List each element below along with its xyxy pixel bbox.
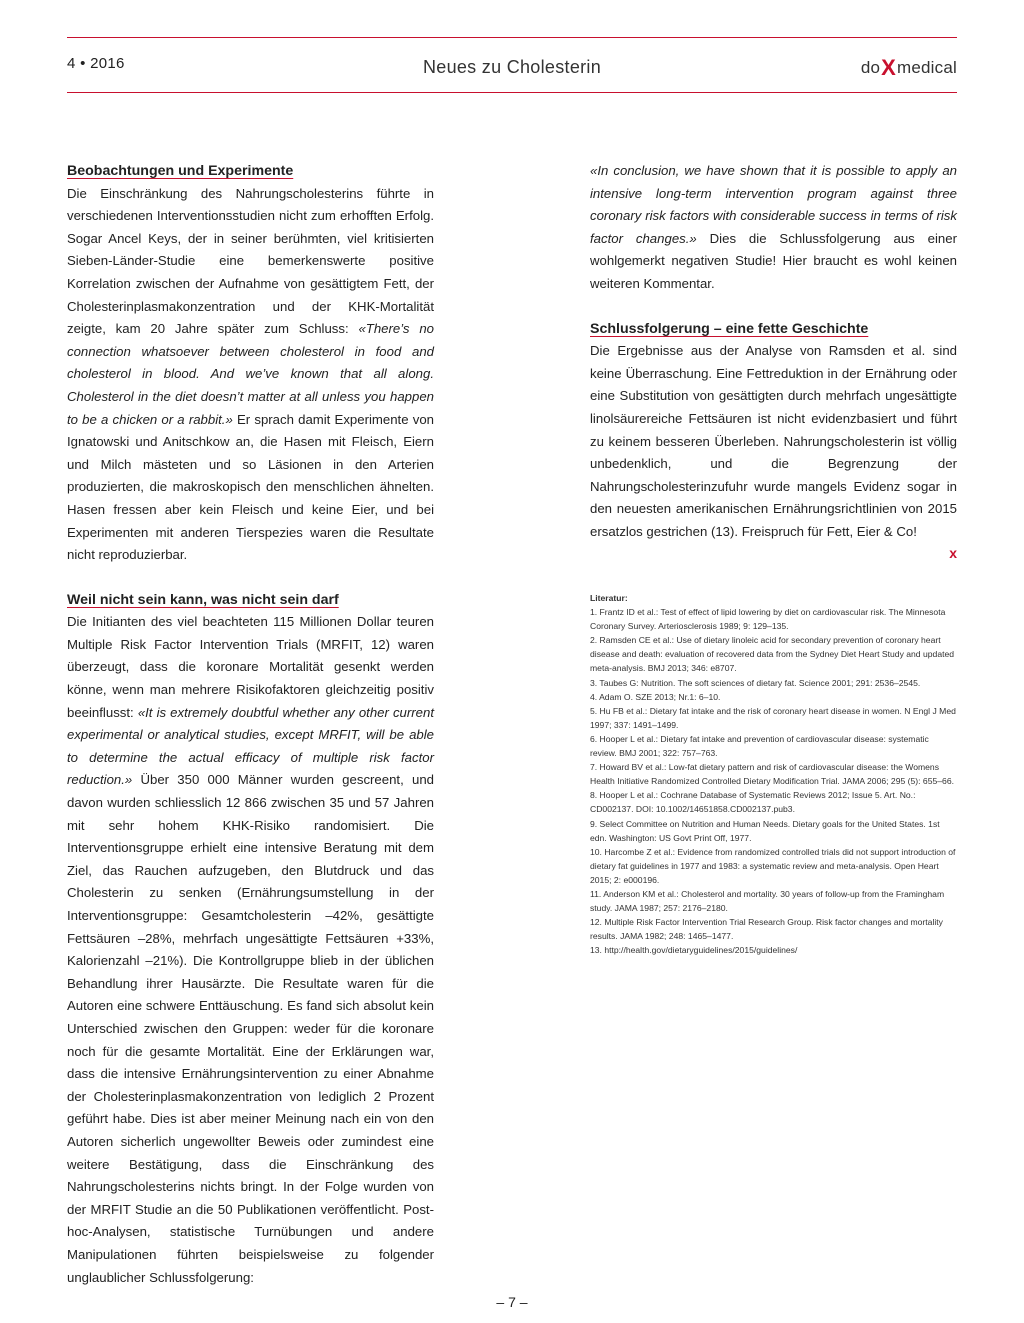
paragraph-mrfit <box>67 611 434 1289</box>
literature-ref: 11. Anderson KM et al.: Cholesterol and mortality. 30 years of follow-up from the Framingham study. JAMA 1987; 257: 2176–2180. <box>590 888 945 914</box>
literature-ref: 13. http://health.gov/dietaryguidelines/2015/guidelines/ <box>590 945 798 956</box>
section-heading-weil-nicht: Weil nicht sein kann, was nicht sein darf <box>67 591 339 608</box>
paragraph-beobachtungen <box>67 183 434 567</box>
literature-ref: 5. Hu FB et al.: Dietary fat intake and the risk of coronary heart disease in women. N Engl J Med 1997; 337: 1491–1499. <box>590 705 956 730</box>
literature-ref: 12. Multiple Risk Factor Intervention Trial Research Group. Risk factor changes and mortality results. JAMA 1982; 248: 1465–1477. <box>590 917 943 942</box>
quote-mrfit-conclusion: «In conclusion, we have shown that it is possible to apply an intensive long-term intervention program against three coronary risk factors with considerable success in terms of risk factor changes.» <box>590 163 957 246</box>
text-segment: Er sprach damit Experimente von Ignatowski und Anitschkow an, die Hasen mit Fleisch, Eiern und Milch mästeten und so Läsionen in den Arterien produzierten, die makroskopisch den menschlichen ähnelten. Hasen fressen aber kein Fleisch und keine Eier, und bei Experimenten mit anderen Tierspezies waren die Resultate nicht reproduzierbar. <box>67 411 434 563</box>
page-number: – 7 – <box>496 1294 528 1310</box>
paragraph-mrfit-conclusion <box>590 160 957 296</box>
section-heading-beobachtungen: Beobachtungen und Experimente <box>67 163 294 179</box>
literature-list <box>590 591 957 957</box>
quote-keys: «There’s no connection whatsoever between cholesterol in food and cholesterol in blood. And we’ve known that all along. Cholesterol in the diet doesn’t matter at all unless you happen to be a chicken or a rabbit.» <box>67 321 434 427</box>
literature-ref: 4. Adam O. SZE 2013; Nr.1: 6–10. <box>590 691 721 702</box>
logo-text-left: do <box>860 58 881 77</box>
literature-ref: 3. Taubes G: Nutrition. The soft sciences of dietary fat. Science 2001; 291: 2536–2545. <box>590 677 921 688</box>
article-end-mark: x <box>949 544 957 561</box>
section-heading-schlussfolgerung: Schlussfolgerung – eine fette Geschichte <box>590 320 869 337</box>
right-column <box>590 160 957 562</box>
literature-ref: 1. Frantz ID et al.: Test of effect of lipid lowering by diet on cardiovascular risk. The Minnesota Coronary Survey. Arteriosclerosis 1989; 9: 129–135. <box>590 607 946 632</box>
literature-ref: 10. Harcombe Z et al.: Evidence from randomized controlled trials did not support introduction of dietary fat guidelines in 1977 and 1983: a systematic review and meta-analysis. Open Heart 2015; 2: e000196. <box>590 846 956 885</box>
literature-ref: 6. Hooper L et al.: Dietary fat intake and prevention of cardiovascular disease: systematic review. BMJ 2001; 322: 757–763. <box>590 733 929 759</box>
header-bottom-rule <box>67 92 957 93</box>
text-segment: Über 350 000 Männer wurden gescreent, und davon wurden schliesslich 12 866 zwischen 35 und 57 Jahren mit sehr hohem KHK-Risiko randomisiert. Die Interventionsgruppe erhielt eine intensive Beratung mit dem Ziel, das Rauchen aufzugeben, den Blutdruck und das Cholesterin zu senken (Ernährungsumstellung in der Interventionsgruppe: Gesamtcholesterin –42%, gesättigte Fettsäuren –28%, mehrfach ungesättigte Fettsäuren +33%, Kalorienzahl –21%). Die Kontrollgruppe blieb in der üblichen Behandlung ihrer Hausärzte. Die Resultate waren für die Autoren eine schwere Enttäuschung. Es fand sich absolut kein Unterschied zwischen den Gruppen: weder für die koronare noch für die gesamte Mortalität. Eine der Erklärungen war, dass die intensive Ernährungsintervention zu einer Abnahme der Cholesterinplasmakonzentration von lediglich 2 Prozent geführt habe. Dies ist aber meiner Meinung nach ein von den Autoren sicherlich ungewollter Beweis oder zumindest eine weitere Bestätigung, dass die Einschränkung des Nahrungscholesterins nichts bringt. In der Folge wurden von der MRFIT Studie an die 50 Publikationen veröffentlicht. Post-hoc-Analysen, statistische Turnübungen und andere Manipulationen führten beispielsweise zu folgender unglaublicher Schlussfolgerung: <box>67 772 434 1285</box>
literature-heading: Literatur: <box>590 593 628 603</box>
issue-number: 4 • 2016 <box>67 55 125 72</box>
quote-mrfit: «It is extremely doubtful whether any other current experimental or analytical studies, except MRFIT, will be able to determine the actual efficacy of multiple risk factor reduction.» <box>67 704 435 788</box>
page-title: Neues zu Cholesterin <box>422 57 602 77</box>
paragraph-schlussfolgerung: Die Ergebnisse aus der Analyse von Ramsden et al. sind keine Überraschung. Eine Fettreduktion in der Ernährung oder eine Substitution von gesättigten durch mehrfach ungesättigte linolsäurereiche Fettsäuren ist nicht evidenzbasiert und führt zu keinem besseren Überleben. Nahrungscholesterin ist völlig unbedenklich, und die Begrenzung der Nahrungscholesterinzufuhr wurde mangels Evidenz sogar in den neuesten amerikanischen Ernährungsrichtlinien von 2015 ersatzlos gestrichen (13). Freispruch für Fett, Eier & Co! <box>590 343 957 539</box>
text-segment: Die Einschränkung des Nahrungscholesterins führte in verschiedenen Interventionsstudien nicht zum erhofften Erfolg. Sogar Ancel Keys, der in seiner berühmten, viel kritisierten Sieben-Länder-Studie eine bemerkenswerte positive Korrelation zwischen der Aufnahme von gesättigtem Fett, der Cholesterinplasmakonzentration und der KHK-Mortalität zeigte, kam 20 Jahre später zum Schluss: <box>67 185 434 337</box>
doxmedical-logo <box>861 53 957 79</box>
logo-text-right: medical <box>897 58 957 77</box>
literature-ref: 7. Howard BV et al.: Low-fat dietary pattern and risk of cardiovascular disease: the Womens Health Initiative Randomized Controlled Dietary Modification Trial. JAMA 2006; 295 (5): 655–66. <box>590 762 954 787</box>
literature-ref: 8. Hooper L et al.: Cochrane Database of Systematic Reviews 2012; Issue 5. Art. No.: CD002137. DOI: 10.1002/14651858.CD002137.pub3. <box>590 790 916 815</box>
text-segment: Dies die Schlussfolgerung aus einer wohlgemerkt negativen Studie! Hier braucht es wohl keinen weiteren Kommentar. <box>590 230 957 291</box>
literature-ref: 2. Ramsden CE et al.: Use of dietary linoleic acid for secondary prevention of coronary heart disease and death: evaluation of recovered data from the Sydney Diet Heart Study and updated meta-analysis. BMJ 2013; 346: e8707. <box>590 635 955 674</box>
text-segment: Die Initianten des viel beachteten 115 Millionen Dollar teuren Multiple Risk Factor Intervention Trials (MRFIT, 12) waren überzeugt, dass die koronare Mortalität gesenkt werden könne, wenn man mehrere Risikofaktoren gleichzeitig positiv beeinflusst: <box>67 614 434 720</box>
literature-ref: 9. Select Committee on Nutrition and Human Needs. Dietary goals for the United States. 1st edn. Washington: US Govt Print Off, 1977. <box>590 818 940 843</box>
left-column <box>67 160 434 1289</box>
header-top-rule <box>67 37 957 38</box>
logo-x-mark: X <box>881 55 897 80</box>
